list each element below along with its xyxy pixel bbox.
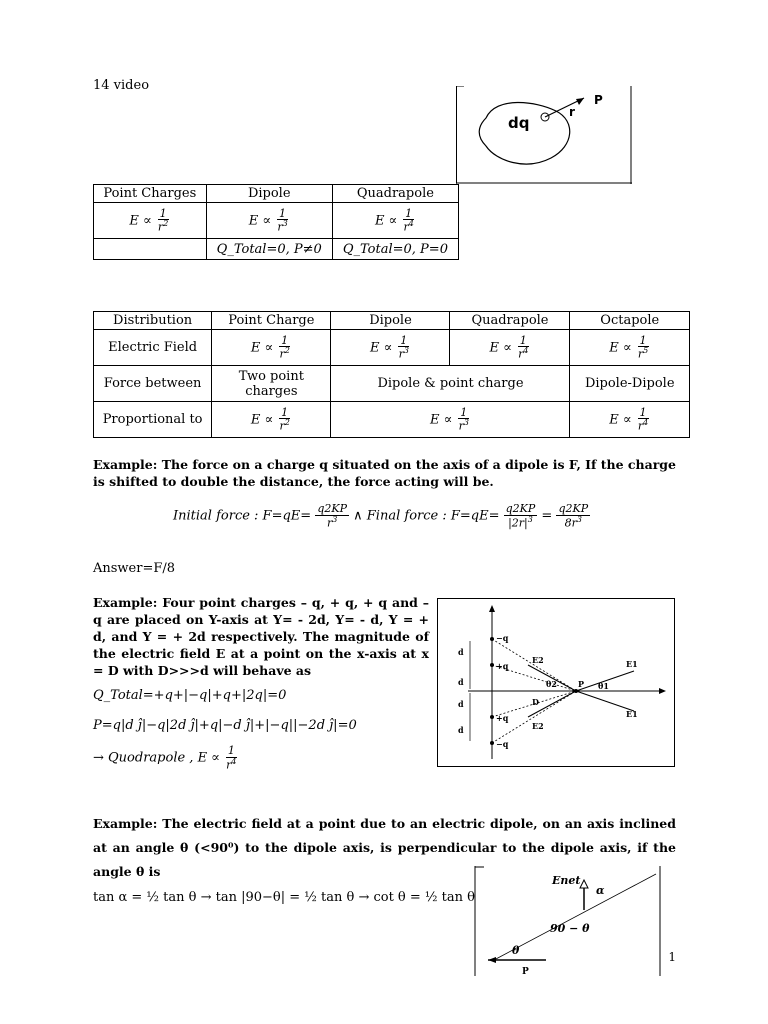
svg-text:Enet: Enet	[552, 874, 581, 887]
t2-header-dipole: Dipole	[331, 312, 450, 330]
t2-prop-point: E ∝ $\frac{1}{r^2}$	[212, 402, 331, 438]
dq-label: dq	[508, 114, 530, 132]
svg-text:d: d	[458, 725, 464, 735]
example1-text: Example: The force on a charge q situated on the axis of a dipole is F, If the charge is shifted to double the distance, the force acting will be.	[93, 457, 676, 489]
svg-text:E2: E2	[532, 721, 544, 731]
svg-text:E1: E1	[626, 659, 638, 669]
svg-text:d: d	[458, 699, 464, 709]
t2-force-point: Two point charges	[212, 366, 331, 402]
svg-text:α: α	[596, 884, 605, 897]
svg-text:d: d	[458, 647, 464, 657]
svg-text:E2: E2	[532, 655, 544, 665]
svg-text:θ: θ	[512, 944, 520, 957]
t2-header-point: Point Charge	[212, 312, 331, 330]
example2-quadrupole: → Quodrapole , E ∝ $\frac{1}{r^4}$	[93, 744, 237, 772]
t2-field-point: E ∝ $\frac{1}{r^2}$	[212, 330, 331, 366]
svg-text:P: P	[578, 679, 585, 689]
t1-cond-dipole: Q_Total=0, P≠0	[206, 239, 332, 260]
t1-field-dipole: E ∝ $\frac{1}{r^3}$	[206, 203, 332, 239]
t2-force-dipole: Dipole & point charge	[331, 366, 570, 402]
r-label: r	[569, 105, 575, 119]
svg-text:d: d	[458, 677, 464, 687]
t1-cond-point	[94, 239, 207, 260]
example1-answer: Answer=F/8	[93, 561, 176, 576]
t1-header-point: Point Charges	[94, 185, 207, 203]
t2-prop-dipole: E ∝ $\frac{1}{r^3}$	[331, 402, 570, 438]
t2-header-distribution: Distribution	[94, 312, 212, 330]
t2-force-octa: Dipole-Dipole	[570, 366, 690, 402]
svg-text:+q: +q	[496, 713, 509, 723]
svg-text:P: P	[522, 967, 529, 976]
t2-header-octa: Octapole	[570, 312, 690, 330]
charge-distribution-frame	[456, 86, 632, 184]
t2-prop-octa: E ∝ $\frac{1}{r^4}$	[570, 402, 690, 438]
svg-text:−q: −q	[496, 739, 509, 749]
example3-text: Example: The electric field at a point due to an electric dipole, on an axis inclined at an angle θ (<90⁰) to the dipole axis, is perpendicular to the dipole axis, if the angle θ is	[93, 816, 676, 879]
t1-cond-quad: Q_Total=0, P=0	[332, 239, 458, 260]
dipole-angle-figure	[474, 866, 664, 976]
example2-text: Example: Four point charges – q, + q, + q and – q are placed on Y-axis at Y= - 2d, Y= - d, Y = + d, and Y = + 2d respectively. The magnitude of the electric field E at a point on the x-axis at x = D with D>>>d will behave as	[93, 595, 429, 678]
four-charge-figure	[437, 598, 675, 767]
multipole-table-1	[93, 184, 459, 260]
multipole-table-2	[93, 311, 690, 438]
example2-dipole-moment: P=q|d ĵ|−q|2d ĵ|+q|−d ĵ|+|−q||−2d ĵ|=0	[93, 718, 357, 733]
example1-equation: Initial force : F=qE= $\frac{q2KP}{r^3}$ ∧ Final force : F=qE= $\frac{q2KP}{|2r|^3}$ = $\frac{q2KP}{8r^3}$	[173, 502, 589, 530]
svg-text:90 − θ: 90 − θ	[550, 922, 590, 935]
charge-blob-svg	[456, 86, 632, 184]
t1-field-point: E ∝ $\frac{1}{r^2}$	[94, 203, 207, 239]
p-label: P	[594, 93, 603, 107]
svg-text:−q: −q	[496, 633, 509, 643]
t2-field-octa: E ∝ $\frac{1}{r^5}$	[570, 330, 690, 366]
svg-text:D: D	[532, 697, 539, 707]
svg-text:θ2: θ2	[546, 679, 557, 689]
page-heading: 14 video	[93, 78, 150, 93]
example3-equation: tan α = ½ tan θ → tan |90−θ| = ½ tan θ → cot θ = ½ tan θ	[93, 890, 475, 905]
t2-row-force-label: Force between	[94, 366, 212, 402]
svg-text:+q: +q	[496, 661, 509, 671]
t2-row-prop-label: Proportional to	[94, 402, 212, 438]
example2-qtotal: Q_Total=+q+|−q|+q+|2q|=0	[93, 688, 287, 703]
page-number: 1	[668, 950, 676, 964]
t2-field-quad: E ∝ $\frac{1}{r^4}$	[450, 330, 570, 366]
t2-field-dipole: E ∝ $\frac{1}{r^3}$	[331, 330, 450, 366]
t2-header-quad: Quadrapole	[450, 312, 570, 330]
svg-text:θ1: θ1	[598, 681, 609, 691]
t1-field-quad: E ∝ $\frac{1}{r^4}$	[332, 203, 458, 239]
t1-header-quad: Quadrapole	[332, 185, 458, 203]
svg-text:E1: E1	[626, 709, 638, 719]
t1-header-dipole: Dipole	[206, 185, 332, 203]
t2-row-field-label: Electric Field	[94, 330, 212, 366]
